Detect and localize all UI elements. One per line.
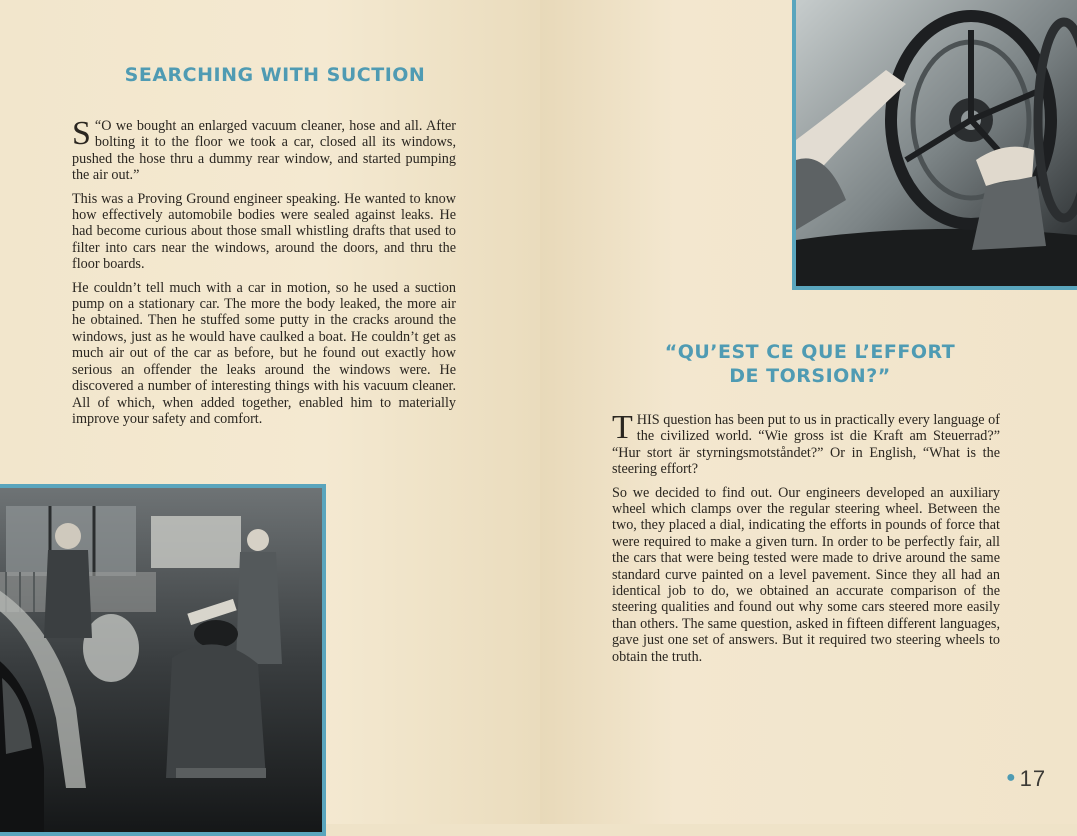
page-number-text: 17	[1019, 766, 1047, 791]
right-paragraph-1-text: HIS question has been put to us in practically every language of the civilized world. “Wie gross ist die Kraft am Steuerrad?” “Hur stort är styrningsmotståndet?” Or in English, “What is the steering effort?	[612, 412, 1000, 478]
left-paragraph-1	[72, 115, 456, 184]
heading-line-2: DE TORSION?”	[729, 365, 891, 387]
steering-test-photo	[792, 0, 1077, 290]
left-paragraph-3: He couldn’t tell much with a car in motion, so he used a suction pump on a stationary car. The more the body leaked, the more air he obtained. Then he stuffed some putty in the cracks around the windows, just as he would have caulked a boat. He couldn’t get as much air out of the car as before, but he found out exactly how serious an offender the leaks around the windows were. He discovered a number of interesting things with his vacuum cleaner. All of which, when added together, enabled him to materially improve your safety and comfort.	[72, 279, 456, 427]
open-quote: “	[94, 118, 102, 134]
heading-searching-with-suction: SEARCHING WITH SUCTION	[124, 64, 426, 86]
left-paragraph-1-text: O we bought an enlarged vacuum cleaner, hose and all. After bolting it to the floor we took a car, closed all its windows, pushed the hose thru a dummy rear window, and started pumping the air out.”	[72, 118, 456, 184]
drop-cap: T	[612, 409, 633, 446]
bullet-icon: ●	[1006, 769, 1017, 786]
right-paragraph-2: So we decided to find out. Our engineers developed an auxiliary wheel which clamps over the regular steering wheel. Between the two, they placed a dial, indicating the efforts in pounds of force that were required to make a given turn. In order to be perfectly fair, all the cars that were being tested were made to drive around the same standard curve painted on a level pavement. Since they all had an identical job to do, we obtained an accurate comparison of the steering qualities and found out why some cars steered more easily than others. The same question, asked in fifteen different languages, gave just one set of answers. But it required two steering wheels to obtain the truth.	[612, 484, 1000, 665]
vacuum-test-photo-image	[0, 488, 322, 832]
left-paragraph-2: This was a Proving Ground engineer speaking. He wanted to know how effectively automobile bodies were sealed against leaks. He had become curious about those small whistling drafts that used to filter into cars near the windows, around the doors, and thru the floor boards.	[72, 190, 456, 273]
vacuum-test-photo	[0, 484, 326, 836]
heading-line-1: “QU’EST CE QUE L’EFFORT	[664, 341, 956, 363]
heading-steering-effort	[620, 340, 1000, 388]
left-article	[72, 115, 456, 434]
drop-cap: S	[72, 115, 91, 152]
right-paragraph-1	[612, 409, 1000, 478]
page-number	[1006, 766, 1046, 792]
steering-test-photo-image	[796, 0, 1077, 286]
right-article	[612, 409, 1000, 672]
